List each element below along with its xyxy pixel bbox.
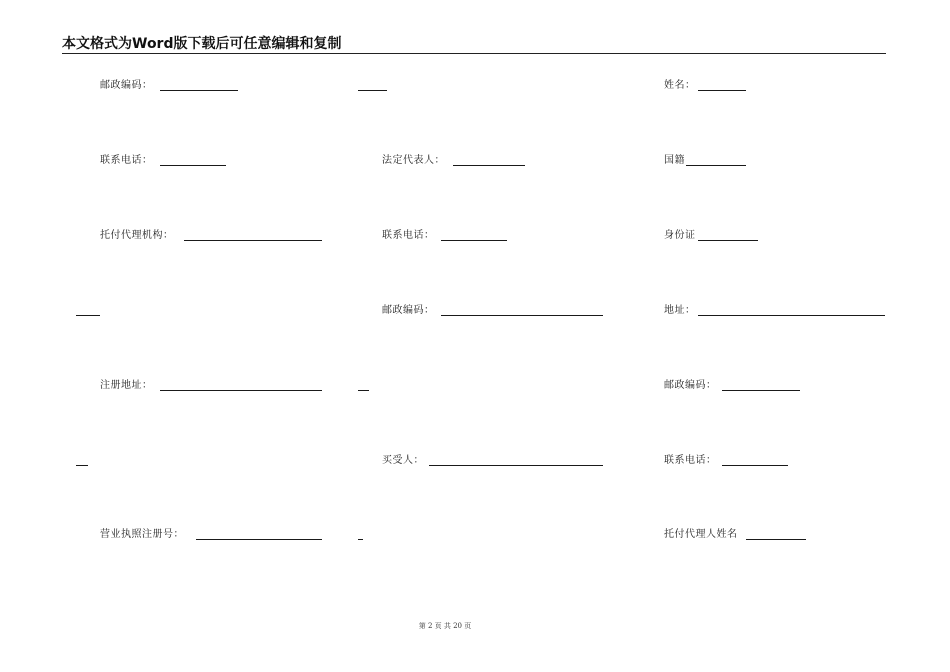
right-phone-blank xyxy=(722,465,788,466)
middle-continuation-blank-2 xyxy=(358,390,369,391)
middle-postal-code-blank xyxy=(441,315,603,316)
middle-legal-rep-blank xyxy=(453,165,525,166)
left-agency-blank xyxy=(184,240,322,241)
right-phone-label: 联系电话： xyxy=(664,455,717,466)
left-registered-address-blank xyxy=(160,390,322,391)
middle-buyer-blank xyxy=(429,465,603,466)
page-number: 第 2 页 共 20 页 xyxy=(418,622,472,630)
left-agency-label: 托付代理机构： xyxy=(100,230,174,241)
right-nationality-label: 国籍 xyxy=(664,155,685,166)
middle-buyer-label: 买受人： xyxy=(382,455,424,466)
left-continuation-blank-2 xyxy=(76,465,88,466)
middle-continuation-blank-3 xyxy=(358,539,363,540)
right-name-label: 姓名： xyxy=(664,80,696,91)
left-postal-code-blank xyxy=(160,90,238,91)
left-business-license-label: 营业执照注册号： xyxy=(100,529,184,540)
middle-phone-label: 联系电话： xyxy=(382,230,435,241)
left-phone-label: 联系电话： xyxy=(100,155,153,166)
middle-postal-code-label: 邮政编码： xyxy=(382,305,435,316)
left-postal-code-label: 邮政编码： xyxy=(100,80,153,91)
left-business-license-blank xyxy=(196,539,322,540)
middle-legal-rep-label: 法定代表人： xyxy=(382,155,445,166)
left-phone-blank xyxy=(160,165,226,166)
middle-phone-blank xyxy=(441,240,507,241)
right-nationality-blank xyxy=(686,165,746,166)
right-address-blank xyxy=(698,315,885,316)
right-agent-name-label: 托付代理人姓名 xyxy=(664,529,738,540)
right-name-blank xyxy=(698,90,746,91)
right-postal-code-label: 邮政编码： xyxy=(664,380,717,391)
right-id-card-blank xyxy=(698,240,758,241)
header-divider xyxy=(62,53,886,54)
page-header-title: 本文格式为Word版下载后可任意编辑和复制 xyxy=(62,36,342,52)
left-continuation-blank xyxy=(76,315,100,316)
middle-continuation-blank xyxy=(358,90,387,91)
right-id-card-label: 身份证 xyxy=(664,230,696,241)
right-address-label: 地址： xyxy=(664,305,696,316)
left-registered-address-label: 注册地址： xyxy=(100,380,153,391)
right-agent-name-blank xyxy=(746,539,806,540)
right-postal-code-blank xyxy=(722,390,800,391)
